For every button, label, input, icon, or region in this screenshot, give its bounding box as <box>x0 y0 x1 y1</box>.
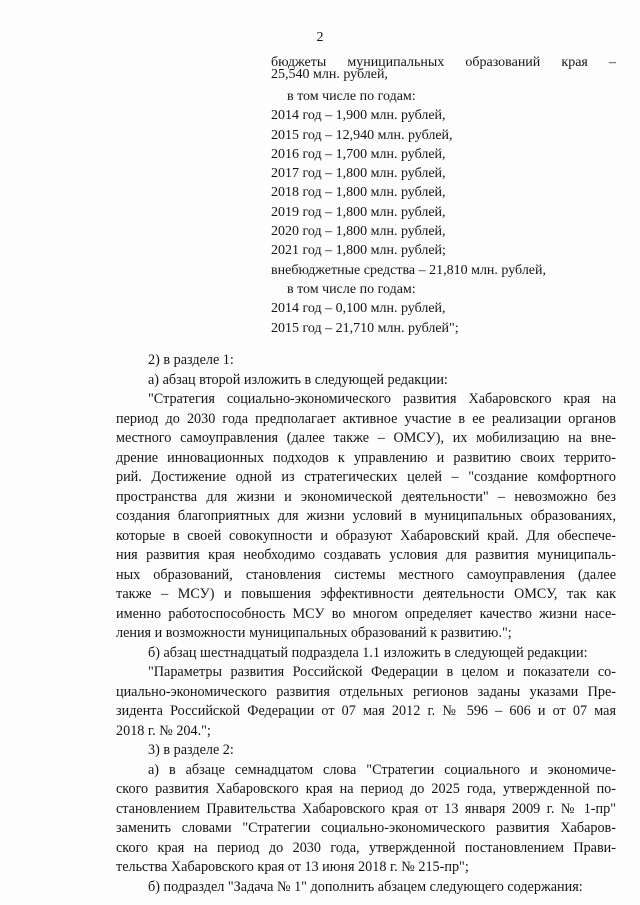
item-3a-line: заменить словами "Стратегии социально-экономического развития Хабаров- <box>116 820 616 836</box>
muni-budget-line: бюджеты муниципальных образований края – <box>271 55 616 70</box>
by-years-label: в том числе по годам: <box>287 281 416 297</box>
quote-line: которые в своей совокупности и образуют Хабаровский край. Для обеспече- <box>116 527 616 544</box>
muni-year-line: 2021 год – 1,800 млн. рублей; <box>271 243 446 259</box>
item-2b: б) абзац шестнадцатый подраздела 1.1 изложить в следующей редакции: <box>148 644 588 661</box>
quote-line: пространства для жизни и экономической деятельности" – невозможно без <box>116 488 616 505</box>
item-3a-line: становлением Правительства Хабаровского края от 13 января 2009 г. № 1-пр" <box>116 800 616 817</box>
item-2a: а) абзац второй изложить в следующей редакции: <box>148 371 448 388</box>
quote-strategy-paragraph <box>116 390 616 644</box>
item-3b: б) подраздел "Задача № 1" дополнить абзацем следующего содержания: <box>148 878 583 895</box>
quote-line: ных образований, становления системы местного самоуправления (далее <box>116 566 616 583</box>
muni-year-line: 2019 год – 1,800 млн. рублей, <box>271 204 446 220</box>
item-3a-line: ского края на период до 2030 года, утвержденной постановлением Прави- <box>116 839 616 856</box>
quote-line: период до 2030 года предполагает активное участие в ее реализации органов <box>116 410 616 427</box>
extrabudget-line: внебюджетные средства – 21,810 млн. рублей, <box>271 262 547 278</box>
by-years-label: в том числе по годам: <box>287 89 416 104</box>
quote-line: также – МСУ) и повышения эффективности деятельности ОМСУ, так как <box>116 586 616 602</box>
quote-parameters-paragraph <box>116 663 616 741</box>
muni-year-line: 2016 год – 1,700 млн. рублей, <box>271 146 446 162</box>
item-3a-line: тельства Хабаровского края от 13 июня 2018 г. № 215-пр"; <box>116 859 469 875</box>
budget-block <box>271 57 616 338</box>
muni-year-line: 2014 год – 1,900 млн. рублей, <box>271 108 446 124</box>
muni-year-line: 2018 год – 1,800 млн. рублей, <box>271 185 446 201</box>
quote-line: ния развития края необходимо создавать условия для развития муниципаль- <box>116 547 616 563</box>
page-number: 2 <box>316 30 324 45</box>
quote-line: ления и возможности муниципальных образований к развитию."; <box>116 625 512 641</box>
quote-line: циально-экономического развития отдельных регионов заданы указами Пре- <box>116 683 616 700</box>
quote-line: "Стратегия социально-экономического развития Хабаровского края на <box>148 391 616 407</box>
muni-year-line: 2015 год – 12,940 млн. рублей, <box>271 127 453 143</box>
item-3: 3) в разделе 2: <box>148 742 234 758</box>
muni-year-line: 2017 год – 1,800 млн. рублей, <box>271 166 446 182</box>
muni-budget-total: 25,540 млн. рублей, <box>271 67 388 82</box>
item-3a-line: ского развития Хабаровского края на период до 2025 года, утвержденной по- <box>116 781 616 797</box>
quote-line: именно работоспособность МСУ во многом определяет качество жизни насе- <box>116 605 616 622</box>
item-3a <box>116 761 616 878</box>
quote-line: создания благоприятных для жизни условий в муниципальных образованиях, <box>116 508 616 524</box>
quote-line: местного самоуправления (далее также – ОМСУ), их мобилизацию на вне- <box>116 430 616 446</box>
extra-year-line: 2014 год – 0,100 млн. рублей, <box>271 301 446 317</box>
quote-line: рий. Достижение одной из стратегических целей – "создание комфортного <box>116 469 616 485</box>
quote-line: зидента Российской Федерации от 07 мая 2012 г. № 596 – 606 и от 07 мая <box>116 703 616 719</box>
extra-year-line: 2015 год – 21,710 млн. рублей"; <box>271 320 459 336</box>
quote-line: 2018 г. № 204."; <box>116 722 211 739</box>
item-3a-line: а) в абзаце семнадцатом слова "Стратегии социального и экономиче- <box>148 761 616 778</box>
amendments-text <box>116 351 616 897</box>
muni-year-line: 2020 год – 1,800 млн. рублей, <box>271 224 446 240</box>
item-2: 2) в разделе 1: <box>148 352 234 368</box>
quote-line: дрение инновационных подходов к управлению и развитию своих террито- <box>116 449 616 466</box>
quote-line: "Параметры развития Российской Федерации в целом и показатели со- <box>148 664 616 680</box>
